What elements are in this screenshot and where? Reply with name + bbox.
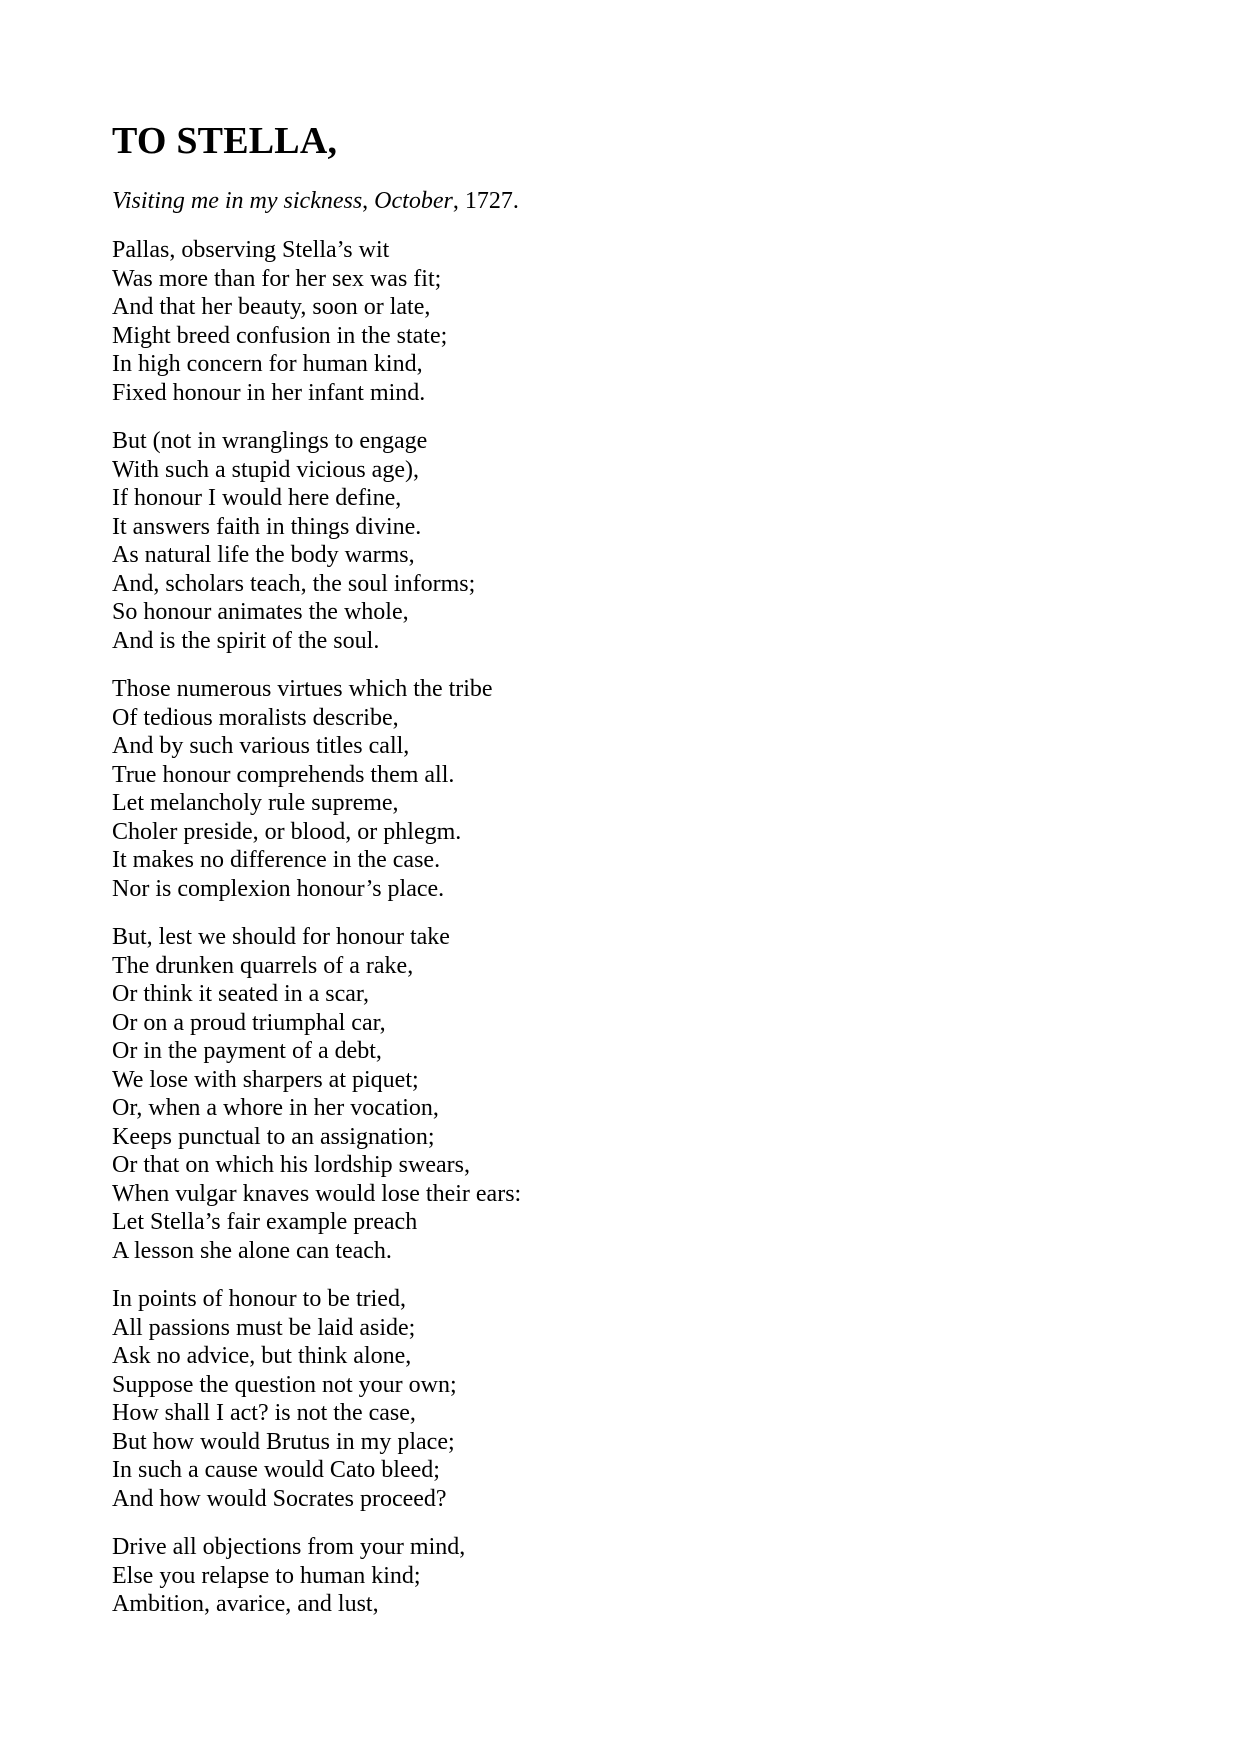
stanza (112, 1533, 1112, 1619)
poem-line: And that her beauty, soon or late, (112, 294, 431, 320)
poem-line: Ask no advice, but think alone, (112, 1343, 412, 1369)
subtitle-month: October (374, 188, 453, 214)
poem-line: Of tedious moralists describe, (112, 704, 399, 731)
poem-line: In such a cause would Cato bleed; (112, 1457, 440, 1483)
poem-line: A lesson she alone can teach. (112, 1237, 392, 1264)
poem-line: Let Stella’s fair example preach (112, 1209, 418, 1235)
poem-line: Or think it seated in a scar, (112, 981, 369, 1007)
poem-line: Ambition, avarice, and lust, (112, 1591, 379, 1617)
poem-line: Else you relapse to human kind; (112, 1562, 421, 1589)
poem-line: Choler preside, or blood, or phlegm. (112, 818, 462, 845)
poem-line: Or on a proud triumphal car, (112, 1009, 386, 1036)
document-page (112, 118, 1112, 1639)
subtitle-occasion: Visiting me in my sickness (112, 188, 363, 214)
poem-line: Pallas, observing Stella’s wit (112, 237, 390, 263)
stanza (112, 923, 1112, 1265)
poem-line: It answers faith in things divine. (112, 513, 422, 540)
poem-line: So honour animates the whole, (112, 599, 409, 625)
subtitle-separator: , (452, 188, 465, 214)
stanza (112, 427, 1112, 655)
poem-line: But how would Brutus in my place; (112, 1428, 455, 1455)
subtitle-separator: , (362, 188, 375, 214)
poem-line: And how would Socrates proceed? (112, 1485, 447, 1512)
poem-line: Keeps punctual to an assignation; (112, 1123, 435, 1150)
poem-line: When vulgar knaves would lose their ears: (112, 1180, 522, 1207)
poem-line: How shall I act? is not the case, (112, 1400, 416, 1426)
poem-line: It makes no difference in the case. (112, 847, 441, 873)
poem-subtitle (112, 186, 1112, 216)
poem-line: Fixed honour in her infant mind. (112, 379, 426, 406)
poem-line: But, lest we should for honour take (112, 924, 450, 950)
poem-line: In high concern for human kind, (112, 351, 423, 377)
poem-line: Suppose the question not your own; (112, 1371, 457, 1398)
poem-line: But (not in wranglings to engage (112, 428, 428, 454)
poem-body (112, 236, 1112, 1619)
poem-line: Or, when a whore in her vocation, (112, 1095, 439, 1121)
poem-title: TO STELLA, (112, 120, 338, 162)
poem-line: Or that on which his lordship swears, (112, 1152, 470, 1178)
poem-line: In points of honour to be tried, (112, 1286, 406, 1312)
stanza (112, 675, 1112, 903)
poem-line: Let melancholy rule supreme, (112, 790, 399, 816)
poem-line: If honour I would here define, (112, 485, 402, 511)
poem-line: Or in the payment of a debt, (112, 1038, 382, 1064)
stanza (112, 236, 1112, 407)
poem-line: All passions must be laid aside; (112, 1314, 416, 1341)
poem-line: Nor is complexion honour’s place. (112, 875, 445, 902)
poem-line: True honour comprehends them all. (112, 761, 455, 788)
poem-line: And is the spirit of the soul. (112, 627, 380, 654)
poem-line: Might breed confusion in the state; (112, 322, 448, 349)
poem-line: Was more than for her sex was fit; (112, 265, 442, 292)
poem-line: And, scholars teach, the soul informs; (112, 570, 476, 597)
poem-line: We lose with sharpers at piquet; (112, 1066, 419, 1093)
poem-line: As natural life the body warms, (112, 542, 415, 568)
poem-line: The drunken quarrels of a rake, (112, 952, 414, 979)
poem-line: Drive all objections from your mind, (112, 1534, 466, 1560)
poem-line: And by such various titles call, (112, 733, 410, 759)
subtitle-year: 1727. (464, 188, 519, 214)
poem-line: With such a stupid vicious age), (112, 456, 419, 483)
poem-line: Those numerous virtues which the tribe (112, 676, 493, 702)
stanza (112, 1285, 1112, 1513)
